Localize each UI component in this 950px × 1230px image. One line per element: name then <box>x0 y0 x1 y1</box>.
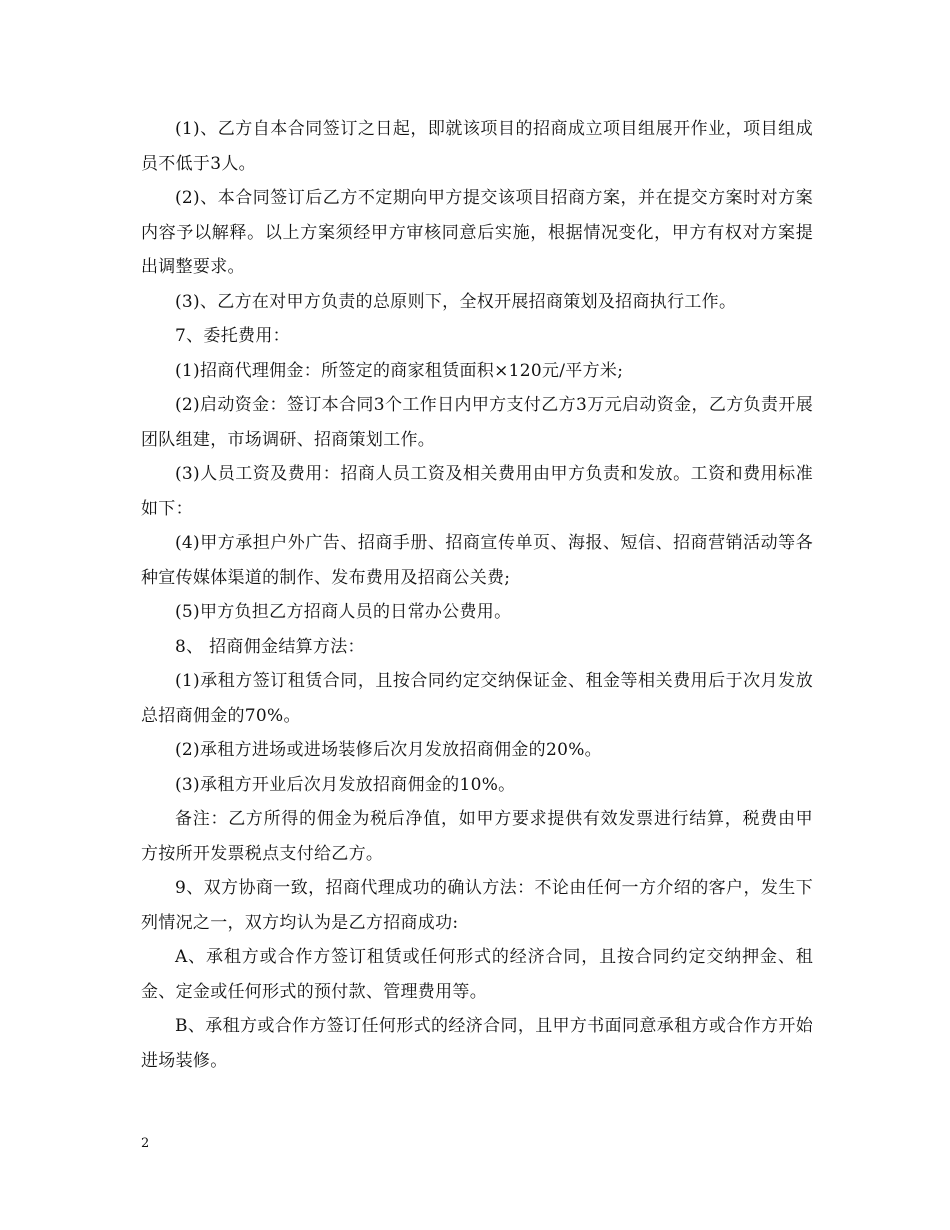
paragraph-5: (2)启动资金：签订本合同3个工作日内甲方支付乙方3万元启动资金，乙方负责开展团队组建，市场调研、招商策划工作。 <box>141 395 813 450</box>
paragraph-4: (1)招商代理佣金：所签定的商家租赁面积×120元/平方米; <box>175 360 624 381</box>
paragraph-8: (5)甲方负担乙方招商人员的日常办公费用。 <box>175 602 512 622</box>
page-number: 2 <box>141 1136 150 1151</box>
paragraph-2: (2)、本合同签订后乙方不定期向甲方提交该项目招商方案，并在提交方案时对方案内容予以解释。以上方案须经甲方审核同意后实施，根据情况变化，甲方有权对方案提出调整要求。 <box>141 188 813 277</box>
paragraph-7: (4)甲方承担户外广告、招商手册、招商宣传单页、海报、短信、招商营销活动等各种宣传媒体渠道的制作、发布费用及招商公关费; <box>141 533 813 588</box>
paragraph-9: (1)承租方签订租赁合同，且按合同约定交纳保证金、租金等相关费用后于次月发放总招商佣金的70%。 <box>141 671 813 726</box>
paragraph-11: (3)承租方开业后次月发放招商佣金的10%。 <box>175 774 516 795</box>
section-heading-7: 7、委托费用： <box>175 326 290 346</box>
note-paragraph: 备注：乙方所得的佣金为税后净值，如甲方要求提供有效发票进行结算，税费由甲方按所开发票税点支付给乙方。 <box>141 809 813 864</box>
paragraph-6: (3)人员工资及费用：招商人员工资及相关费用由甲方负责和发放。工资和费用标准如下： <box>141 464 813 519</box>
paragraph-10: (2)承租方进场或进场装修后次月发放招商佣金的20%。 <box>175 740 602 760</box>
document-body <box>141 112 813 1078</box>
section-heading-9: 9、双方协商一致，招商代理成功的确认方法：不论由任何一方介绍的客户，发生下列情况之一，双方均认为是乙方招商成功: <box>141 878 813 933</box>
paragraph-3: (3)、乙方在对甲方负责的总原则下，全权开展招商策划及招商执行工作。 <box>175 291 737 312</box>
paragraph-13: B、承租方或合作方签订任何形式的经济合同，且甲方书面同意承租方或合作方开始进场装修。 <box>141 1016 813 1071</box>
section-heading-8: 8、 招商佣金结算方法： <box>175 636 365 657</box>
paragraph-1: (1)、乙方自本合同签订之日起，即就该项目的招商成立项目组展开作业，项目组成员不低于3人。 <box>141 119 813 174</box>
paragraph-12: A、承租方或合作方签订租赁或任何形式的经济合同，且按合同约定交纳押金、租金、定金或任何形式的预付款、管理费用等。 <box>141 947 813 1002</box>
